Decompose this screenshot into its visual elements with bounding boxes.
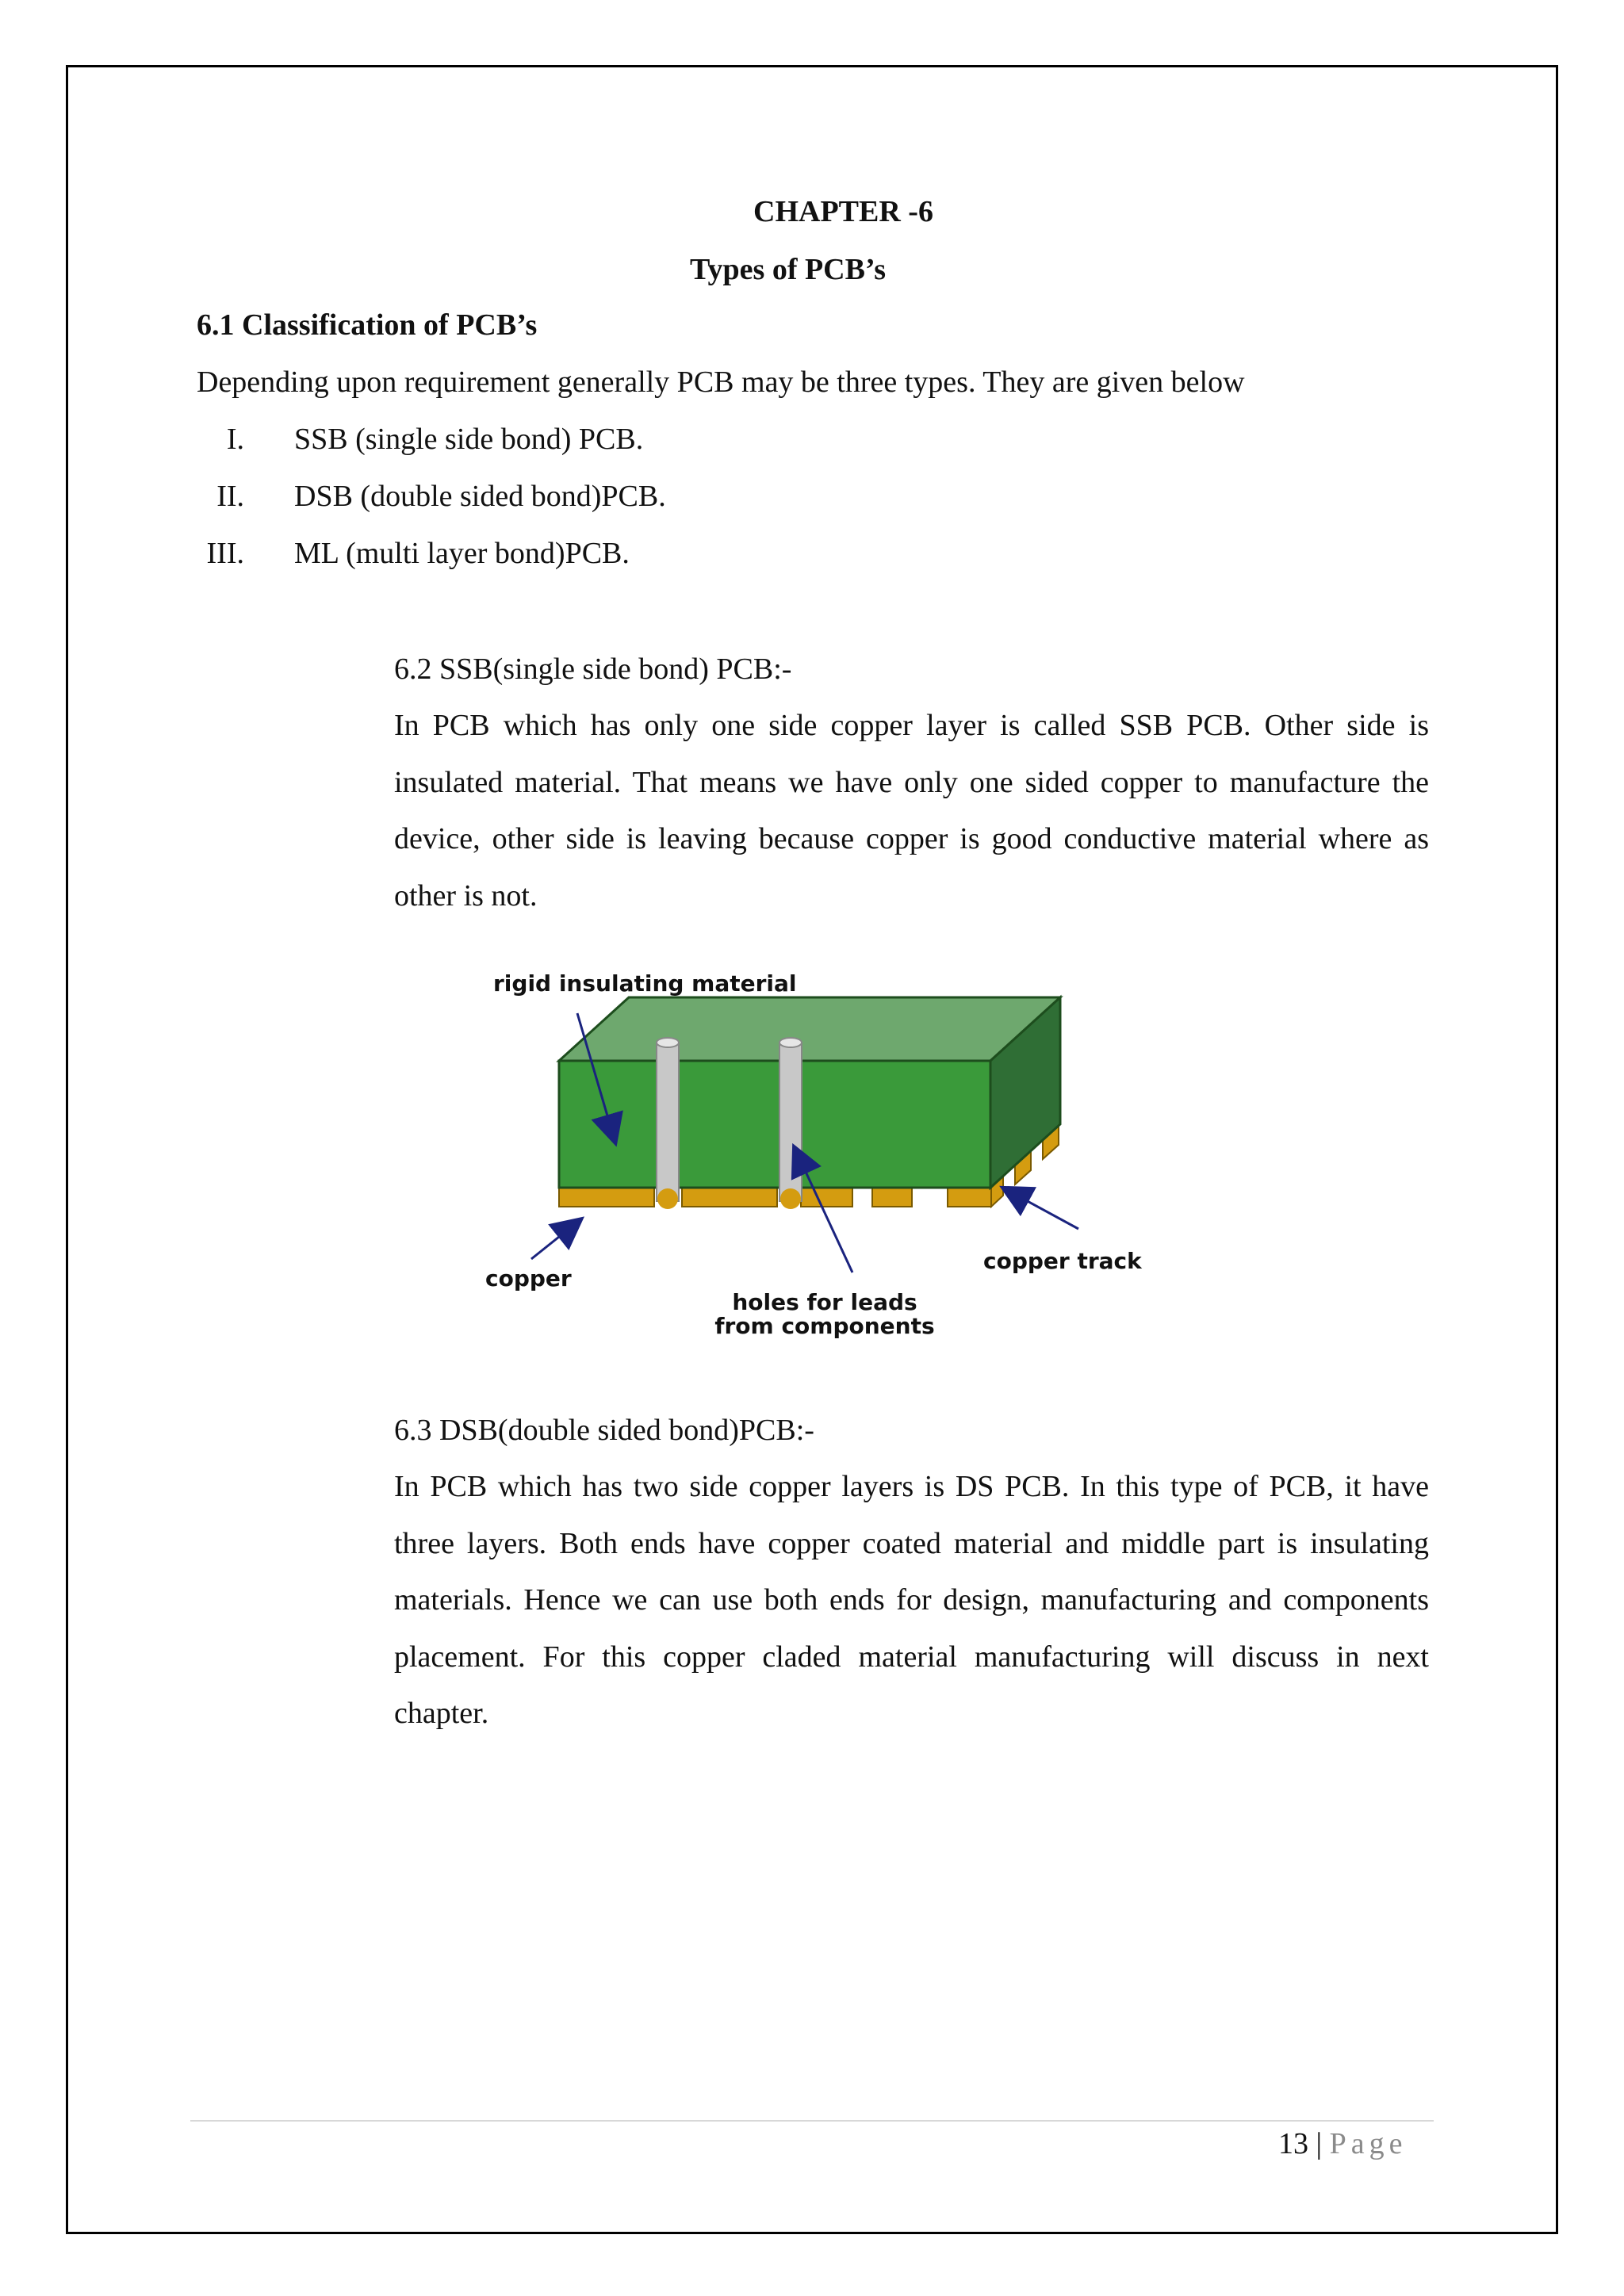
label-copper: copper <box>485 1265 572 1292</box>
list-item-text: SSB (single side bond) PCB. <box>294 423 644 456</box>
section-3-body: In PCB which has two side copper layers is DS PCB. In this type of PCB, it have three layers. Both ends have copper coated material and middle part is insulating materials. Hence we can use both ends for design, manufacturing and components placement. For this copper claded material manufacturing will discuss in next chapter. <box>394 1470 1429 1730</box>
arrow-copper-track <box>1005 1189 1078 1229</box>
insulating-board <box>559 997 1060 1188</box>
footer-divider <box>190 2120 1434 2122</box>
section-1-title: 6.1 Classification of PCB’s <box>197 308 538 342</box>
label-holes-line-2: from components <box>714 1313 935 1339</box>
chapter-title: Types of PCB’s <box>690 253 886 286</box>
page-number: 13 <box>1278 2127 1308 2160</box>
section-3 <box>394 1402 1429 1743</box>
label-copper-track: copper track <box>983 1248 1142 1274</box>
label-rigid-insulating: rigid insulating material <box>493 970 797 997</box>
list-item-text: ML (multi layer bond)PCB. <box>294 537 630 570</box>
label-holes-line-1: holes for leads <box>732 1289 917 1315</box>
section-2 <box>394 641 1429 924</box>
page-label: Page <box>1329 2127 1408 2160</box>
section-1-intro: Depending upon requirement generally PCB may be three types. They are given below <box>197 365 1245 399</box>
list-item-number: I. <box>226 423 244 456</box>
section-3-title: 6.3 DSB(double sided bond)PCB:- <box>394 1414 814 1447</box>
section-2-body: In PCB which has only one side copper layer is called SSB PCB. Other side is insulated material. That means we have only one sided copper to manufacture the device, other side is leaving because copper is good conductive material where as other is not. <box>394 709 1429 913</box>
footer-separator: | <box>1308 2127 1330 2160</box>
section-2-title: 6.2 SSB(single side bond) PCB:- <box>394 652 792 686</box>
chapter-heading: CHAPTER -6 <box>753 195 933 228</box>
page-footer <box>1278 2120 1407 2161</box>
ssb-pcb-figure <box>476 967 1150 1348</box>
list-item-number: II. <box>216 480 244 513</box>
list-item-text: DSB (double sided bond)PCB. <box>294 480 666 513</box>
arrow-copper <box>531 1221 579 1259</box>
list-item-number: III. <box>206 537 244 570</box>
